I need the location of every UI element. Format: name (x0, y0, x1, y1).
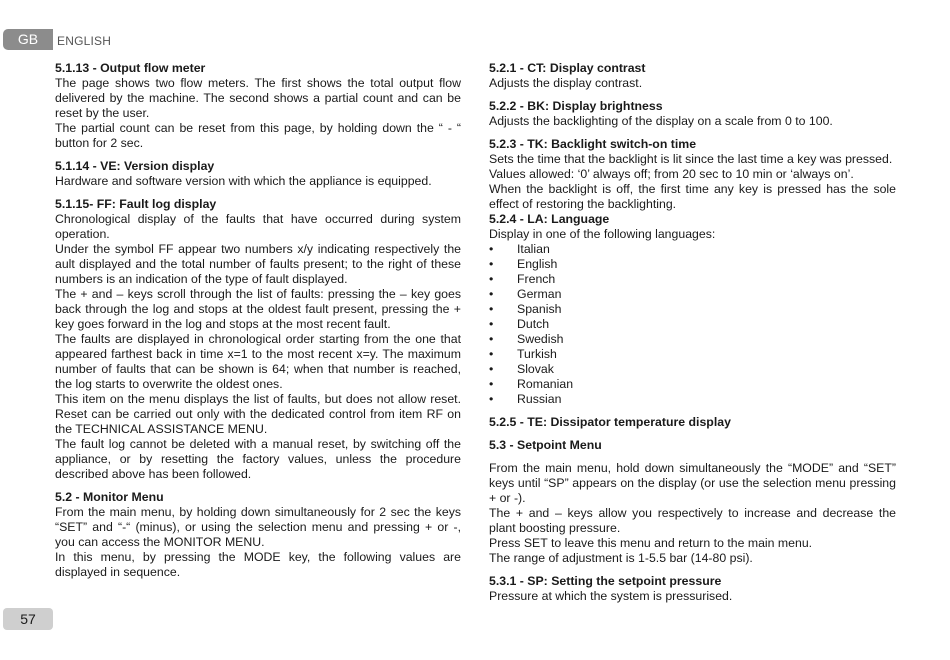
paragraph: The faults are displayed in chronological order starting from the one that appeared farthest back in time x=1 to the most recent x=y. The maximum number of faults that can be shown is 64; when that number is reached, the log starts to overwrite the oldest ones. (55, 332, 461, 391)
section-language (489, 212, 896, 407)
paragraph: Values allowed: ‘0’ always off; from 20 sec to 10 min or ‘always on’. (489, 167, 854, 181)
list-item: • Swedish (489, 332, 896, 347)
paragraph: Hardware and software version with which the appliance is equipped. (55, 174, 432, 188)
section-heading: 5.1.13 - Output flow meter (55, 61, 206, 75)
paragraph: From the main menu, by holding down simultaneously for 2 sec the keys “SET” and “-“ (minus), or using the selection menu and pressing + or -, you can access the MONITOR MENU. (55, 505, 461, 549)
paragraph: Chronological display of the faults that have occurred during system operation. (55, 212, 461, 241)
section-heading: 5.1.15- FF: Fault log display (55, 197, 217, 211)
list-item: • Romanian (489, 377, 896, 392)
list-item: • French (489, 272, 896, 287)
section-heading: 5.3 - Setpoint Menu (489, 438, 602, 452)
section-heading: 5.2.1 - CT: Display contrast (489, 61, 646, 75)
right-column (489, 61, 896, 612)
language-tab: GB (3, 29, 53, 50)
section-fault-log-display (55, 197, 461, 482)
list-item: • Russian (489, 392, 896, 407)
paragraph: The + and – keys allow you respectively to increase and decrease the plant boosting pressure. (489, 506, 896, 535)
paragraph: Display in one of the following languages: (489, 227, 716, 241)
list-item: • English (489, 257, 896, 272)
section-setpoint-menu (489, 438, 896, 453)
section-display-brightness (489, 99, 896, 129)
paragraph: The partial count can be reset from this page, by holding down the “ - “ button for 2 sec. (55, 121, 461, 150)
list-item: • German (489, 287, 896, 302)
list-item: • Dutch (489, 317, 896, 332)
list-item: • Spanish (489, 302, 896, 317)
paragraph: Under the symbol FF appear two numbers x/y indicating respectively the ault displayed and the total number of faults present; to the right of these numbers is an indication of the type of fault displayed. (55, 242, 461, 286)
paragraph: Adjusts the backlighting of the display on a scale from 0 to 100. (489, 114, 833, 128)
section-heading: 5.2.5 - TE: Dissipator temperature display (489, 415, 731, 429)
section-heading: 5.1.14 - VE: Version display (55, 159, 215, 173)
section-monitor-menu (55, 490, 461, 580)
paragraph: In this menu, by pressing the MODE key, the following values are displayed in sequence. (55, 550, 461, 579)
paragraph: The fault log cannot be deleted with a manual reset, by switching off the appliance, or by resetting the factory values, unless the procedure described above has been followed. (55, 437, 461, 481)
left-column (55, 61, 461, 588)
section-heading: 5.2.3 - TK: Backlight switch-on time (489, 137, 697, 151)
section-heading: 5.2.4 - LA: Language (489, 212, 610, 226)
list-item: • Turkish (489, 347, 896, 362)
language-name: ENGLISH (57, 34, 112, 48)
section-setpoint-pressure (489, 574, 896, 604)
paragraph: From the main menu, hold down simultaneously the “MODE” and “SET” keys until “SP” appears on the display (or use the selection menu pressing + or -). (489, 461, 896, 505)
list-item: • Slovak (489, 362, 896, 377)
paragraph: Pressure at which the system is pressurised. (489, 589, 733, 603)
paragraph: Press SET to leave this menu and return to the main menu. (489, 536, 813, 550)
section-backlight-time (489, 137, 896, 212)
paragraph: The + and – keys scroll through the list of faults: pressing the – key goes back through the log and stops at the oldest fault present, pressing the + key goes forward in the log and stops at the most recent fault. (55, 287, 461, 331)
paragraph: Sets the time that the backlight is lit since the last time a key was pressed. (489, 152, 893, 166)
section-display-contrast (489, 61, 896, 91)
section-output-flow-meter (55, 61, 461, 151)
paragraph: This item on the menu displays the list of faults, but does not allow reset. Reset can be carried out only with the dedicated control from item RF on the TECHNICAL ASSISTANCE MENU. (55, 392, 461, 436)
section-heading: 5.3.1 - SP: Setting the setpoint pressure (489, 574, 722, 588)
language-list (489, 242, 896, 407)
section-heading: 5.2 - Monitor Menu (55, 490, 164, 504)
paragraph: When the backlight is off, the first time any key is pressed has the sole effect of restoring the backlighting. (489, 182, 896, 211)
section-heading: 5.2.2 - BK: Display brightness (489, 99, 663, 113)
list-item: • Italian (489, 242, 896, 257)
section-dissipator-temperature (489, 415, 896, 430)
page-number: 57 (3, 608, 53, 630)
section-version-display (55, 159, 461, 189)
section-setpoint-description (489, 461, 896, 566)
paragraph: The page shows two flow meters. The first shows the total output flow delivered by the machine. The second shows a partial count and can be reset by the user. (55, 76, 461, 120)
paragraph: Adjusts the display contrast. (489, 76, 643, 90)
paragraph: The range of adjustment is 1-5.5 bar (14-80 psi). (489, 551, 753, 565)
